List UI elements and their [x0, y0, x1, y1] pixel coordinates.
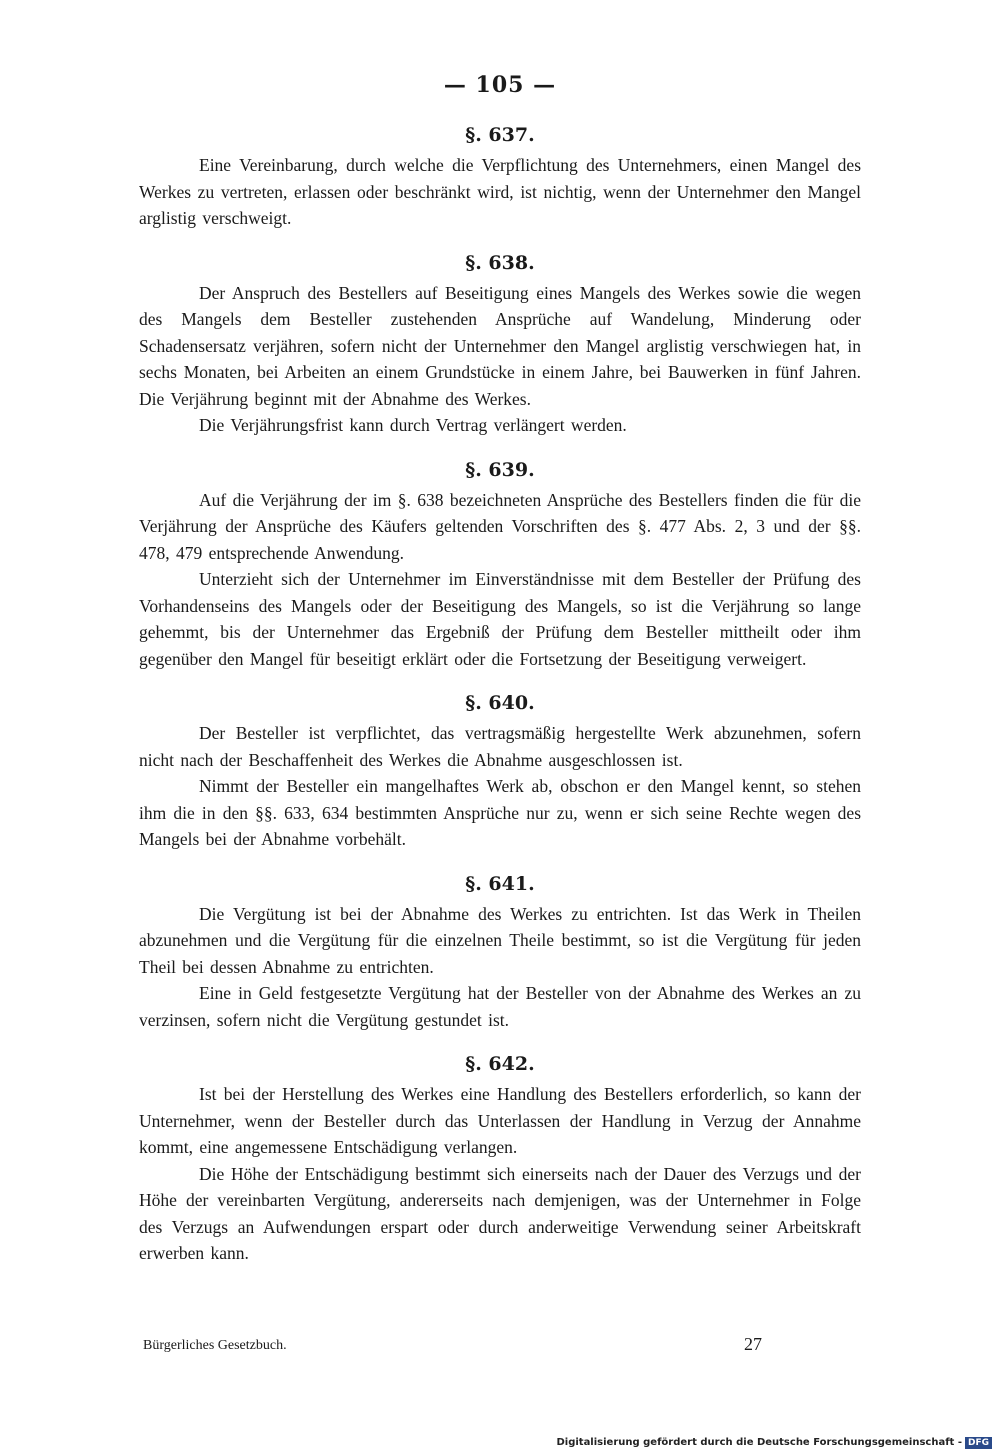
- paragraph: Unterzieht sich der Unternehmer im Einverständnisse mit dem Besteller der Prüfung des Vorhandenseins des Mangels oder der Beseitigung des Mangels, so ist die Verjährung so lange gehemmt, bis der Unternehmer das Ergebniß der Prüfung dem Besteller mittheilt oder ihm gegenüber den Mangel für beseitigt erklärt oder die Fortsetzung der Beseitigung verweigert.: [139, 569, 861, 669]
- document-body: [139, 118, 861, 1267]
- section-heading: §. 641.: [465, 872, 535, 895]
- section-641: [139, 867, 861, 1034]
- paragraph: Die Vergütung ist bei der Abnahme des Werkes zu entrichten. Ist das Werk in Theilen abzunehmen und die Vergütung für die einzelnen Theile bestimmt, so ist die Vergütung für jeden Theil bei dessen Abnahme zu entrichten.: [139, 903, 861, 977]
- section-642: [139, 1047, 861, 1267]
- paragraph: Eine Vereinbarung, durch welche die Verpflichtung des Unternehmers, einen Mangel des Werkes zu vertreten, erlassen oder beschränkt wird, ist nichtig, wenn der Unternehmer den Mangel arglistig verschweigt.: [139, 155, 861, 228]
- section-639: [139, 453, 861, 673]
- footer-signature-number: 27: [744, 1334, 762, 1354]
- paragraph: Der Anspruch des Bestellers auf Beseitigung eines Mangels des Werkes sowie die wegen des Mangels dem Besteller zustehenden Ansprüche auf Wandelung, Minderung oder Schadensersatz verjähren, sofern nicht der Unternehmer den Mangel arglistig verschwiegen hat, in sechs Monaten, bei Arbeiten an einem Grundstücke in einem Jahre, bei Bauwerken in fünf Jahren. Die Verjährung beginnt mit der Abnahme des Werkes.: [139, 282, 861, 409]
- paragraph: Eine in Geld festgesetzte Vergütung hat der Besteller von der Abnahme des Werkes an zu verzinsen, sofern nicht die Vergütung gestundet ist.: [139, 983, 861, 1030]
- paragraph: Auf die Verjährung der im §. 638 bezeichneten Ansprüche des Bestellers finden die für die Verjährung der Ansprüche des Käufers geltenden Vorschriften des §. 477 Abs. 2, 3 und der §§. 478, 479 entsprechende Anwendung.: [139, 489, 861, 563]
- paragraph: Die Höhe der Entschädigung bestimmt sich einerseits nach der Dauer des Verzugs und der Höhe der vereinbarten Vergütung, andererseits nach demjenigen, was der Unternehmer in Folge des Verzugs an Aufwendungen erspart oder durch anderweitige Verwendung seiner Arbeitskraft erwerben kann.: [139, 1163, 861, 1263]
- section-heading: §. 640.: [465, 692, 535, 714]
- section-heading: §. 642.: [465, 1053, 535, 1075]
- paragraph: Die Verjährungsfrist kann durch Vertrag verlängert werden.: [199, 415, 627, 435]
- dfg-logo: DFG: [965, 1437, 992, 1449]
- section-638: [139, 246, 861, 439]
- section-heading: §. 637.: [465, 124, 535, 146]
- section-heading: §. 638.: [465, 251, 535, 274]
- paragraph: Ist bei der Herstellung des Werkes eine Handlung des Bestellers erforderlich, so kann der Unternehmer, wenn der Besteller durch das Unterlassen der Handlung in Verzug der Annahme kommt, eine angemessene Entschädigung verlangen.: [139, 1084, 861, 1157]
- page-number: — 105 —: [443, 72, 557, 98]
- section-heading: §. 639.: [465, 458, 535, 481]
- credit-text: Digitalisierung gefördert durch die Deutsche Forschungsgemeinschaft -: [556, 1437, 962, 1448]
- section-637: [139, 118, 861, 232]
- paragraph: Nimmt der Besteller ein mangelhaftes Werk ab, obschon er den Mangel kennt, so stehen ihm die in den §§. 633, 634 bestimmten Ansprüche nur zu, wenn er sich seine Rechte wegen des Mangels bei der Abnahme vorbehält.: [139, 776, 861, 849]
- digitization-credit: [556, 1437, 992, 1449]
- paragraph: Der Besteller ist verpflichtet, das vertragsmäßig hergestellte Werk abzunehmen, sofern nicht nach der Beschaffenheit des Werkes die Abnahme ausgeschlossen ist.: [139, 723, 861, 770]
- footer-title: Bürgerliches Gesetzbuch.: [143, 1338, 287, 1353]
- section-640: [139, 686, 861, 853]
